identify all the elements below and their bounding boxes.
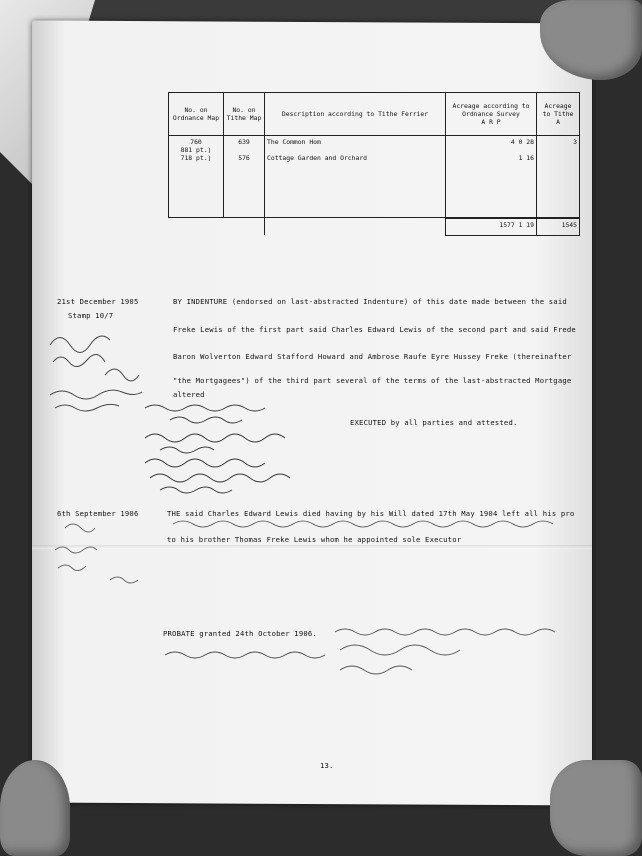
handwritten-probate-value: [160, 645, 340, 665]
entry-text-line: Baron Wolverton Edward Stafford Howard and Ambrose Raufe Eyre Hussey Freke (thereinafter: [173, 352, 572, 361]
stamp-duty: Stamp 10/7: [68, 311, 114, 320]
entry-text-line: BY INDENTURE (endorsed on last-abstracted Indenture) of this date made between the said: [173, 297, 567, 306]
hand-bottom-right: [550, 760, 642, 856]
handwritten-interlineation: [168, 516, 578, 530]
probate-line: PROBATE granted 24th October 1906.: [163, 629, 317, 638]
table-total-row: [169, 218, 580, 236]
tithe-table: [168, 92, 580, 236]
entry-date: 21st December 1905: [57, 297, 139, 306]
col-header-ordnance: No. on Ordnance Map: [169, 93, 224, 136]
entry-text-line: Freke Lewis of the first part said Charles Edward Lewis of the second part and said Frede: [173, 325, 576, 334]
table-row: 760 881 pt.) 718 pt.) 639 576 The Common Hom Cottage Garden and Orchard 4 0 28 1 16 3: [169, 136, 580, 218]
col-header-acreage-tithe: Acreage to Tithe A: [537, 93, 580, 136]
entry-text-line: "the Mortgagees") of the third part several of the terms of the last-abstracted Mortgage: [173, 376, 572, 385]
hand-bottom-left: [0, 760, 70, 856]
entry-date: 6th September 1906: [57, 509, 139, 518]
handwritten-annotations: [50, 520, 160, 590]
entry-text-line: THE said Charles Edward Lewis died having by his Will dated 17th May 1904 left all his pro: [167, 509, 575, 518]
entry-executed: EXECUTED by all parties and attested.: [350, 418, 518, 427]
col-header-tithe: No. on Tithe Map: [224, 93, 265, 136]
total-ordnance: 1577 1 19: [446, 218, 537, 236]
total-tithe: 1545: [537, 218, 580, 236]
entry-text-line: altered: [173, 390, 205, 399]
col-header-acreage-ordnance: Acreage according to Ordnance Survey A R P: [446, 93, 537, 136]
entry-text-line: to his brother Thomas Freke Lewis whom he appointed sole Executor: [167, 535, 462, 544]
col-header-description: Description according to Tithe Ferrier: [265, 93, 446, 136]
handwritten-probate-notes: [330, 620, 580, 690]
handwritten-notes: [140, 398, 340, 498]
page-number: 13.: [320, 761, 334, 770]
